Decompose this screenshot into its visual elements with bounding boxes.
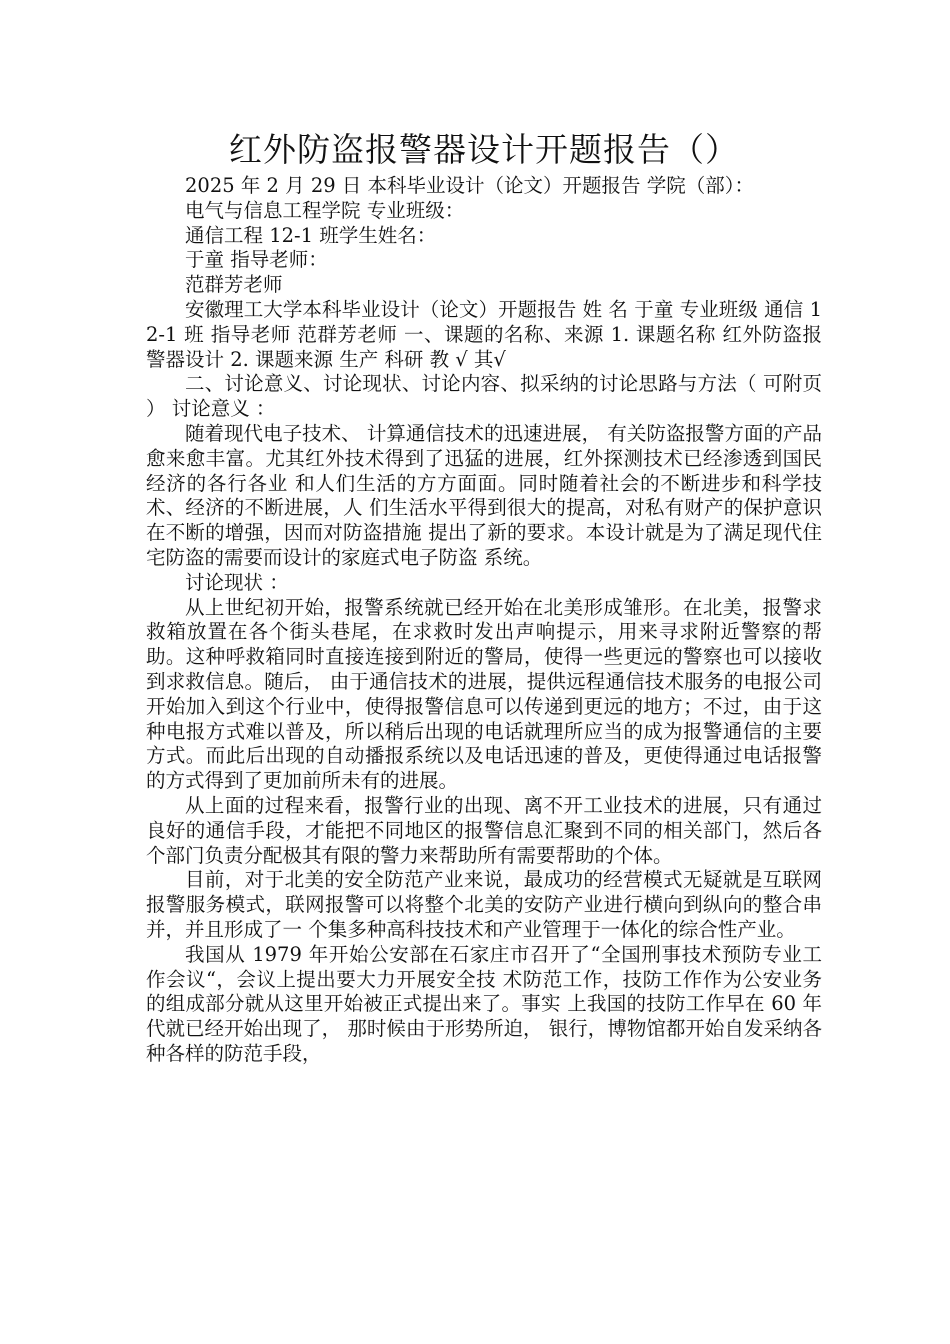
status-paragraph-3: 目前，对于北美的安全防范产业来说，最成功的经营模式无疑就是互联网报警服务模式，联网报警可以将整个北美的安防产业进行横向到纵向的整合串并，并且形成了一 个集多种高科技技术和产业管理于一体化的综合性产业。 [146,868,822,941]
status-paragraph-4: 我国从 1979 年开始公安部在石家庄市召开了“全国刑事技术预防专业工作会议“，会议上提出要大力开展安全技 术防范工作，技防工作作为公安业务的组成部分就从这里开始被正式提出来了。事实 上我国的技防工作早在 60 年代就已经开始出现了， 那时候由于形势所迫， 银行，博物馆都开始自发采纳各种各样的防范手段， [146,942,822,1065]
college-line: 电气与信息工程学院 专业班级： [185,198,465,222]
document-title: 红外防盗报警器设计开题报告（） [229,130,739,169]
advisor-line: 范群芳老师 [185,273,283,297]
student-line: 于童 指导老师： [185,248,328,272]
date-and-department-line: 2025 年 2 月 29 日 本科毕业设计（论文）开题报告 学院（部）： [185,174,754,197]
document-page [146,128,822,1067]
status-paragraph-2: 从上面的过程来看，报警行业的出现、离不开工业技术的进展，只有通过良好的通信手段，才能把不同地区的报警信息汇聚到不同的相关部门，然后各个部门负责分配极其有限的警力来帮助所有需要帮助的个体。 [146,793,822,867]
report-header-paragraph: 安徽理工大学本科毕业设计（论文）开题报告 姓 名 于童 专业班级 通信 12-1 班 指导老师 范群芳老师 一、课题的名称、来源 1. 课题名称 红外防盗报警器设计 2. 课题来源 生产 科研 教 √ 其√ [146,297,822,371]
status-paragraph-1: 从上世纪初开始，报警系统就已经开始在北美形成雏形。在北美，报警求救箱放置在各个街头巷尾，在求救时发出声响提示，用来寻求附近警察的帮助。这种呼救箱同时直接连接到附近的警局，使得一些更远的警察也可以接收到求救信息。随后， 由于通信技术的进展，提供远程通信技术服务的电报公司开始加入到这个行业中，使得报警信息可以传递到更远的地方；不过，由于这种电报方式难以普及，所以稍后出现的电话就理所应当的成为报警通信的主要方式。而此后出现的自动播报系统以及电话迅速的普及，更使得通过电话报警的方式得到了更加前所未有的进展。 [146,595,822,793]
section-two-heading: 二、讨论意义、讨论现状、讨论内容、拟采纳的讨论思路与方法（ 可附页 ） 讨论意义 ： [146,372,822,421]
status-heading: 讨论现状 ： [185,570,289,594]
significance-paragraph: 随着现代电子技术、 计算通信技术的迅速进展， 有关防盗报警方面的产品愈来愈丰富。尤其红外技术得到了迅猛的进展，红外探测技术已经渗透到国民经济的各行各业 和人们生活的方方面面。同时随着社会的不断进步和科学技术、经济的不断进展，人 们生活水平得到很大的提高，对私有财产的保护意识在不断的增强，因而对防盗措施 提出了新的要求。本设计就是为了满足现代住宅防盗的需要而设计的家庭式电子防盗 系统。 [146,421,822,569]
class-line: 通信工程 12-1 班学生姓名： [185,223,437,247]
